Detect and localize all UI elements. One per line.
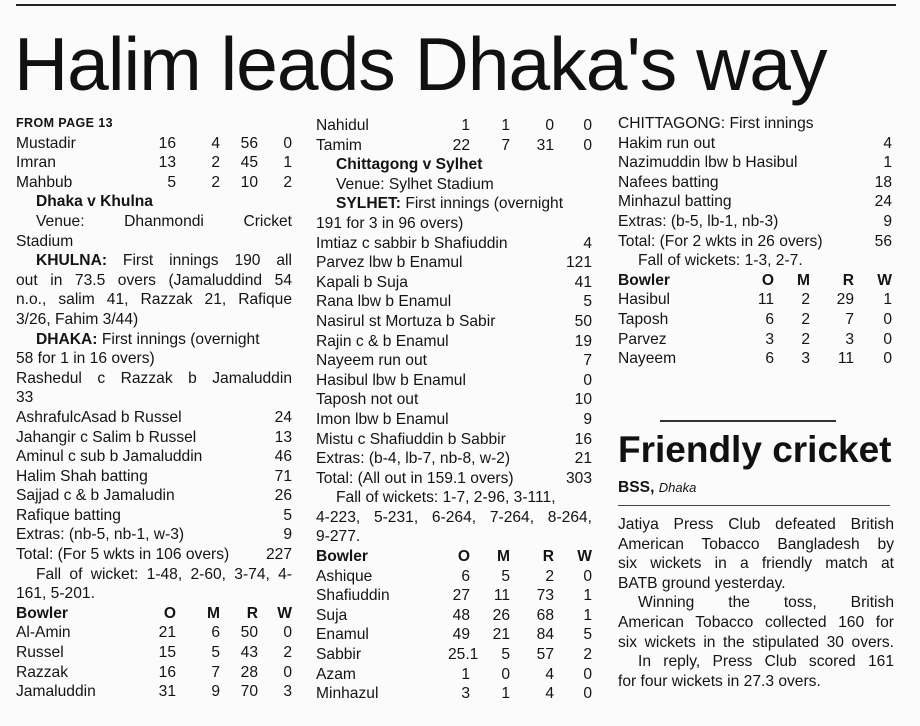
bowler-name: Hasibul [618,291,671,309]
khulna-innings-line [16,251,292,271]
bowling-row [316,625,592,645]
runs-value: 56 [874,232,892,250]
venue-line: Stadium [16,232,74,250]
bowler-name: Bowler [16,604,68,622]
batting-list [16,408,292,565]
overs-value: O [163,604,176,622]
bowling-row [16,173,292,193]
batsman-entry: Hakim run out [618,134,716,152]
story-line: Winning the toss, British [638,594,894,612]
batting-list [618,134,892,252]
runs-value: 5 [583,293,592,311]
runs-value: 7 [845,310,854,328]
bowler-name: Enamul [316,626,369,644]
runs-value: 71 [274,467,292,485]
runs-value: 13 [274,428,292,446]
byline-agency: BSS, [618,479,655,496]
friendly-story [618,515,894,691]
batting-row [316,469,592,489]
runs-value: 26 [274,487,292,505]
maidens-value: 6 [211,624,220,642]
sylhet-innings-line: 191 for 3 in 96 overs) [316,214,464,232]
innings-text: First innings (overnight [400,195,564,213]
batting-line: 33 [16,389,34,407]
runs-value: 50 [240,624,258,642]
batting-row [16,545,292,565]
overs-value: 27 [452,587,470,605]
bowler-name: Taposh [618,310,669,328]
runs-value: 24 [874,193,892,211]
batsman-entry: Taposh not out [316,391,419,409]
story-line: six wickets in a friendly match at [618,555,894,573]
batting-row [316,390,592,410]
batting-row [316,292,592,312]
batsman-entry: Rajin c & b Enamul [316,332,449,350]
wickets-value: 2 [583,646,592,664]
runs-value: 0 [545,117,554,134]
bowling-row [316,606,592,626]
bowling-row [618,349,892,369]
bowler-name: Sabbir [316,646,362,664]
innings-text: First innings (overnight [97,330,260,348]
runs-value: 0 [583,371,592,389]
overs-value: O [761,271,774,289]
runs-value: 45 [240,154,258,172]
runs-value: 9 [583,410,592,428]
wickets-value: 0 [283,134,292,152]
batting-row [618,192,892,212]
fall-of-wicket: Fall of wickets: 1-7, 2-96, 3-111, [336,489,556,507]
sylhet-innings-line [316,194,592,214]
bowling-row [316,645,592,665]
byline-rule [618,505,890,506]
innings-label: First innings [725,115,814,132]
bowler-name: Russel [16,644,64,662]
maidens-value: M [797,271,810,289]
bowling-figures-continued [16,134,292,193]
team-label: SYLHET: [336,195,401,213]
fall-of-wicket: 9-277. [316,528,361,546]
overs-value: 48 [452,606,470,624]
batting-row [316,410,592,430]
overs-value: 5 [167,173,176,191]
bowling-row [618,310,892,330]
runs-value: 9 [283,526,292,544]
bowling-row [618,290,892,310]
maidens-value: 11 [493,587,510,605]
runs-value: 5 [283,506,292,524]
wickets-value: 0 [583,685,592,703]
bowling-row [316,116,592,136]
batting-row [16,486,292,506]
batting-row [618,134,892,154]
bowler-name: Imran [16,154,56,172]
bowler-name: Shafiuddin [316,587,390,605]
maidens-value: 4 [211,134,220,152]
runs-value: 4 [545,685,554,703]
bowler-name: Suja [316,606,348,624]
story-line: American Tobacco Bangladesh by [618,535,894,553]
overs-value: 1 [461,117,470,134]
bowling-header-row [618,271,892,291]
runs-value: 3 [845,330,854,348]
overs-value: 3 [765,330,774,348]
overs-value: 25.1 [448,646,479,664]
bowling-row [16,623,292,643]
maidens-value: 1 [501,117,510,134]
dhaka-innings-line [16,330,292,350]
bowling-row [16,643,292,663]
runs-value: 121 [565,254,592,272]
wickets-value: W [577,548,592,566]
bowler-name: Razzak [16,663,68,681]
from-page-label: FROM PAGE 13 [16,116,113,130]
maidens-value: M [497,548,510,566]
batsman-entry: Rana lbw b Enamul [316,293,452,311]
wickets-value: W [877,271,892,289]
match-title-dhaka-khulna: Dhaka v Khulna [36,193,153,211]
bowler-name: Ashique [316,567,373,585]
batsman-entry: Kapali b Suja [316,273,408,291]
batsman-entry: Hasibul lbw b Enamul [316,371,466,389]
runs-value: 7 [583,352,592,370]
wickets-value: 0 [583,136,592,154]
wickets-value: 1 [283,154,292,172]
team-label: CHITTAGONG: [618,115,726,132]
match-title-chittagong-sylhet: Chittagong v Sylhet [336,156,483,174]
overs-value: 6 [461,567,470,585]
runs-value: 84 [536,626,554,644]
runs-value: 29 [836,291,854,309]
maidens-value: 26 [492,606,510,624]
runs-value: 41 [574,273,592,291]
batsman-entry: Nazimuddin lbw b Hasibul [618,154,798,172]
fall-of-wicket: Fall of wicket: 1-48, 2-60, 3-74, 4- [36,565,292,583]
runs-value: 4 [883,134,892,152]
wickets-value: 0 [883,350,892,368]
maidens-value: 2 [801,330,810,348]
runs-value: 18 [874,173,892,191]
innings-title-chittagong [618,114,892,134]
overs-value: 1 [461,665,470,683]
maidens-value: 1 [501,685,510,703]
runs-value: 10 [240,173,258,191]
batsman-entry: Rafique batting [16,506,121,524]
maidens-value: 21 [492,626,510,644]
wickets-value: 1 [583,587,592,605]
wickets-value: 0 [583,567,592,585]
batsman-entry: Jahangir c Salim b Russel [16,428,197,446]
runs-value: R [246,604,258,622]
runs-value: 73 [536,587,554,605]
bowler-name: Parvez [618,330,667,348]
khulna-innings-line: n.o., salim 41, Razzak 21, Rafique [16,291,292,309]
story-line: six wickets in the stipulated 30 overs. [618,633,894,651]
bowler-name: Bowler [618,271,670,289]
batting-row [316,371,592,391]
maidens-value: 2 [211,173,220,191]
overs-value: 16 [158,134,176,152]
column-1 [16,114,292,702]
wickets-value: 5 [583,626,592,644]
batsman-entry: Extras: (b-4, lb-7, nb-8, w-2) [316,450,511,468]
runs-value: 70 [240,683,258,701]
overs-value: 16 [158,663,176,681]
maidens-value: 2 [211,154,220,172]
batting-row [618,232,892,252]
batsman-entry: Parvez lbw b Enamul [316,254,463,272]
wickets-value: 1 [883,291,892,309]
overs-value: 3 [461,685,470,703]
team-label: KHULNA: [36,252,108,270]
bowling-row [316,665,592,685]
bowling-table [16,604,292,702]
byline-place: Dhaka [658,480,697,495]
batting-row [618,212,892,232]
batting-row [316,351,592,371]
batting-row [16,506,292,526]
bowler-name: Tamim [316,136,362,154]
maidens-value: 2 [801,310,810,328]
overs-value: 49 [452,626,470,644]
story-line: BATB ground yesterday. [618,574,786,592]
dhaka-innings-line: 58 for 1 in 16 overs) [16,350,155,368]
batsman-entry: Nasirul st Mortuza b Sabir [316,312,496,330]
runs-value: 46 [274,448,292,466]
batting-row [316,430,592,450]
bowler-name: Mahbub [16,173,73,191]
wickets-value: 0 [583,117,592,134]
story-line: In reply, Press Club scored 161 [638,653,894,671]
runs-value: 10 [574,391,592,409]
overs-value: O [457,548,470,566]
runs-value: 28 [240,663,258,681]
batting-row [618,153,892,173]
story-line: for four wickets in 27.3 overs. [618,672,821,690]
wickets-value: 2 [283,173,292,191]
runs-value: 57 [536,646,554,664]
bowling-row [316,136,592,156]
batting-row [16,467,292,487]
batsman-entry: Total: (For 2 wkts in 26 overs) [618,232,823,250]
runs-value: 1 [883,154,892,172]
bowler-name: Nahidul [316,117,369,134]
batting-row [16,525,292,545]
story-line: American Tobacco collected 160 for [618,613,894,631]
innings-text: First innings 190 all [107,252,292,270]
batsman-entry: Sajjad c & b Jamaludin [16,487,175,505]
venue-line: Venue: Sylhet Stadium [336,175,494,193]
maidens-value: M [207,604,220,622]
runs-value: 303 [565,469,592,487]
bowling-row [16,682,292,702]
wickets-value: W [277,604,292,622]
wickets-value: 2 [283,644,292,662]
runs-value: 4 [583,234,592,252]
overs-value: 11 [757,291,774,309]
bowling-figures-continued [316,116,592,155]
batsman-entry: AshrafulcAsad b Russel [16,408,182,426]
story-line: Jatiya Press Club defeated British [618,516,894,533]
top-rule [16,4,896,6]
headline: Halim leads Dhaka's way [14,22,827,106]
runs-value: 31 [536,136,554,154]
wickets-value: 1 [583,606,592,624]
batting-list [316,234,592,489]
runs-value: 9 [883,212,892,230]
batsman-entry: Nayeem run out [316,352,427,370]
bowling-row [16,153,292,173]
batting-row [316,273,592,293]
bowler-name: Al-Amin [16,624,71,642]
wickets-value: 0 [283,624,292,642]
bowling-row [16,134,292,154]
fall-of-wicket: Fall of wickets: 1-3, 2-7. [638,252,803,270]
batting-row [316,449,592,469]
runs-value: R [842,271,854,289]
bowler-name: Mustadir [16,134,76,152]
runs-value: 227 [265,546,292,564]
maidens-value: 2 [801,291,810,309]
bowling-header-row [16,604,292,624]
runs-value: 16 [574,430,592,448]
overs-value: 6 [765,350,774,368]
batting-row [316,234,592,254]
batsman-entry: Total: (For 5 wkts in 106 overs) [16,546,230,564]
bowler-name: Nayeem [618,350,677,368]
maidens-value: 0 [501,665,510,683]
batsman-entry: Nafees batting [618,173,719,191]
wickets-value: 0 [283,663,292,681]
wickets-value: 0 [883,310,892,328]
overs-value: 13 [158,154,176,172]
maidens-value: 5 [211,644,220,662]
runs-value: 19 [574,332,592,350]
bowler-name: Azam [316,665,356,683]
runs-value: 2 [545,567,554,585]
overs-value: 6 [765,310,774,328]
bowling-row [16,663,292,683]
column-3 [618,114,892,369]
bowling-row [316,567,592,587]
batsman-entry: Aminul c sub b Jamaluddin [16,448,203,466]
runs-value: 50 [574,312,592,330]
batsman-entry: Halim Shah batting [16,467,148,485]
maidens-value: 5 [501,567,510,585]
runs-value: 68 [536,606,554,624]
bowling-row [316,684,592,704]
khulna-innings-line: out in 73.5 overs (Jamaluddind 54 [16,271,292,289]
bowling-table [618,271,892,369]
bowler-name: Bowler [316,548,368,566]
bowling-row [316,586,592,606]
runs-value: 56 [240,134,258,152]
maidens-value: 9 [211,683,220,701]
batting-line: Rashedul c Razzak b Jamaluddin [16,369,292,387]
batsman-entry: Total: (All out in 159.1 overs) [316,469,514,487]
batting-row [16,408,292,428]
maidens-value: 7 [211,663,220,681]
runs-value: 4 [545,665,554,683]
overs-value: 22 [452,136,470,154]
column-2 [316,116,592,704]
runs-value: 43 [240,644,258,662]
batting-row [316,312,592,332]
batting-row [316,253,592,273]
batsman-entry: Imon lbw b Enamul [316,410,449,428]
maidens-value: 3 [801,350,810,368]
friendly-cricket-title: Friendly cricket [618,429,892,470]
team-label: DHAKA: [36,330,98,348]
overs-value: 31 [158,683,176,701]
batting-row [16,447,292,467]
section-divider [660,420,836,422]
fall-of-wicket: 4-223, 5-231, 6-264, 7-264, 8-264, [316,508,592,526]
bowling-row [618,330,892,350]
bowler-name: Jamaluddin [16,683,96,701]
runs-value: R [542,548,554,566]
bowler-name: Minhazul [316,685,379,703]
batting-row [16,428,292,448]
bowling-table [316,547,592,704]
batsman-entry: Imtiaz c sabbir b Shafiuddin [316,234,508,252]
overs-value: 15 [158,644,176,662]
batsman-entry: Mistu c Shafiuddin b Sabbir [316,430,506,448]
wickets-value: 0 [583,665,592,683]
batsman-entry: Extras: (b-5, lb-1, nb-3) [618,212,779,230]
runs-value: 11 [837,350,854,368]
bowling-header-row [316,547,592,567]
maidens-value: 7 [501,136,510,154]
batting-row [618,173,892,193]
overs-value: 21 [158,624,176,642]
batting-row [316,332,592,352]
batsman-entry: Extras: (nb-5, nb-1, w-3) [16,526,185,544]
runs-value: 21 [574,450,592,468]
batsman-entry: Minhazul batting [618,193,732,211]
maidens-value: 5 [501,646,510,664]
runs-value: 24 [274,408,292,426]
byline [618,478,696,498]
wickets-value: 3 [283,683,292,701]
khulna-innings-line: 3/26, Fahim 3/44) [16,310,139,328]
fall-of-wicket: 161, 5-201. [16,585,95,603]
wickets-value: 0 [883,330,892,348]
venue-line: Venue: Dhanmondi Cricket [36,212,292,230]
